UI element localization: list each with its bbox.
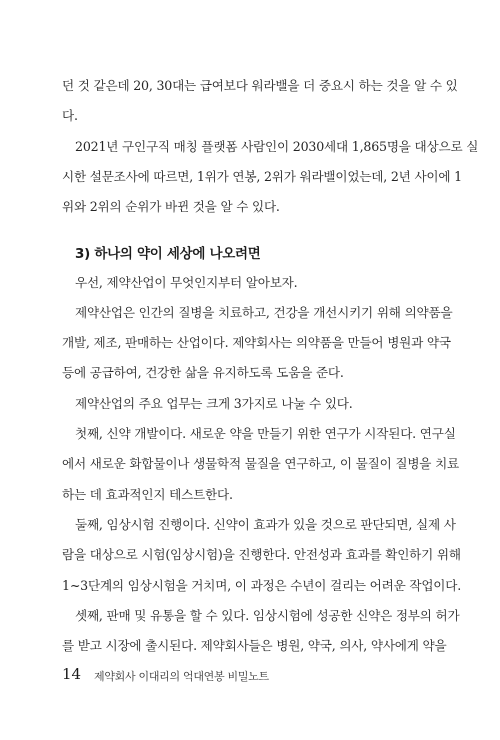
body-text-line: 등에 공급하여, 건강한 삶을 유지하도록 도움을 준다. <box>62 365 344 380</box>
body-text-line: 개발, 제조, 판매하는 산업이다. 제약회사는 의약품을 만들어 병원과 약국 <box>62 335 451 350</box>
body-text-line: 를 받고 시장에 출시된다. 제약회사들은 병원, 약국, 의사, 약사에게 약을 <box>62 638 447 653</box>
body-text-line: 첫째, 신약 개발이다. 새로운 약을 만들기 위한 연구가 시작된다. 연구실 <box>75 426 456 441</box>
body-text-line: 셋째, 판매 및 유통을 할 수 있다. 임상시험에 성공한 신약은 정부의 허가 <box>75 608 460 623</box>
page-number: 14 <box>62 665 82 683</box>
body-text-line: 제약산업은 인간의 질병을 치료하고, 건강을 개선시키기 위해 의약품을 <box>75 305 453 320</box>
body-text-line: 제약산업의 주요 업무는 크게 3가지로 나눌 수 있다. <box>75 396 353 411</box>
body-text-line: 우선, 제약산업이 무엇인지부터 알아보자. <box>75 275 298 290</box>
body-text-line: 에서 새로운 화합물이나 생물학적 물질을 연구하고, 이 물질이 질병을 치료 <box>62 456 459 471</box>
body-text-line: 하는 데 효과적인지 테스트한다. <box>62 487 233 502</box>
section-heading: 3) 하나의 약이 세상에 나오려면 <box>75 246 261 262</box>
body-text-line: 다. <box>62 108 78 123</box>
running-footer-title: 제약회사 이대리의 억대연봉 비밀노트 <box>94 670 269 683</box>
body-text-line: 둘째, 임상시험 진행이다. 신약이 효과가 있을 것으로 판단되면, 실제 사 <box>75 517 456 532</box>
body-text-line: 2021년 구인구직 매칭 플랫폼 사람인이 2030세대 1,865명을 대상으로 실 <box>75 139 479 154</box>
body-text-line: 람을 대상으로 시험(임상시험)을 진행한다. 안전성과 효과를 확인하기 위해 <box>62 547 461 562</box>
body-text-line: 시한 설문조사에 따르면, 1위가 연봉, 2위가 워라밸이었는데, 2년 사이에 1 <box>62 169 462 184</box>
body-text-line: 던 것 같은데 20, 30대는 급여보다 워라밸을 더 중요시 하는 것을 알 수 있 <box>62 78 458 93</box>
body-text-line: 위와 2위의 순위가 바뀐 것을 알 수 있다. <box>62 199 280 214</box>
body-text-line: 1~3단계의 임상시험을 거치며, 이 과정은 수년이 걸리는 어려운 작업이다. <box>62 578 462 593</box>
